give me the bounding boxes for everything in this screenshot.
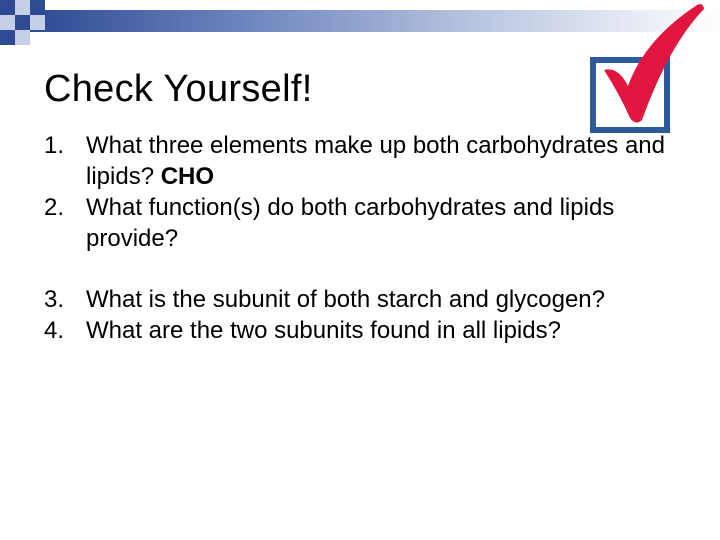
question-number: 2.: [44, 194, 65, 221]
question-answer: CHO: [160, 163, 215, 190]
question-text: What three elements make up both carbohydrates and lipids?: [86, 132, 665, 190]
question-text: What function(s) do both carbohydrates and lipids provide?: [86, 194, 615, 252]
spacer: [44, 254, 684, 284]
question-item-1: [44, 130, 684, 192]
question-item-2: [44, 192, 684, 254]
checkbox-checkmark-icon: [584, 0, 709, 140]
question-list: [44, 130, 684, 346]
question-item-3: [44, 284, 684, 315]
question-text: What is the subunit of both starch and glycogen?: [86, 286, 605, 313]
question-item-4: [44, 315, 684, 346]
question-number: 4.: [44, 317, 65, 344]
corner-checker-pattern: [0, 0, 60, 50]
slide-title: Check Yourself!: [44, 68, 313, 110]
question-text: What are the two subunits found in all lipids?: [86, 317, 561, 344]
question-number: 1.: [44, 132, 65, 159]
question-number: 3.: [44, 286, 65, 313]
